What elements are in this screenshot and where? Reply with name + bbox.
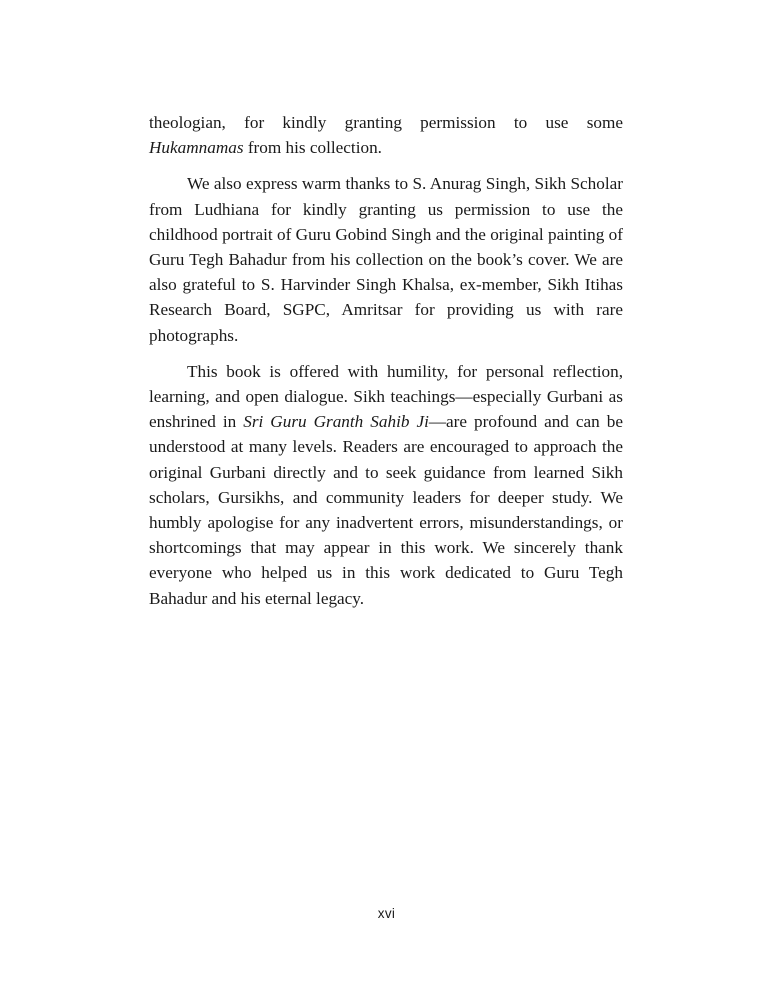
italic-title: Hukamnamas	[149, 138, 244, 158]
para-thanks: We also express warm thanks to S. Anurag Singh, Sikh Scholar from Ludhiana for kindly granting us permission to use the childhood portrait of Guru Gobind Singh and the original painting of Guru Tegh Bahadur from his collection on the book’s cover. We are also grateful to S. Harvinder Singh Khalsa, ex-member, Sikh Itihas Research Board, SGPC, Amritsar for providing us with rare photographs.	[149, 174, 623, 345]
italic-title: Sri Guru Granth Sahib Ji	[243, 412, 429, 432]
para-offering: This book is offered with humility, for personal reflection, learning, and open dialogue. Sikh teachings—especially Gurbani as enshrined in Sri Guru Granth Sahib Ji—are profound and can be understood at many levels. Readers are encouraged to approach the original Gurbani directly and to seek guidance from learned Sikh scholars, Gursikhs, and community leaders for deeper study. We humbly apologise for any inadvertent errors, misunderstandings, or shortcomings that may appear in this work. We sincerely thank everyone who helped us in this work dedicated to Guru Tegh Bahadur and his eternal legacy.	[149, 361, 623, 608]
para-theologian: theologian, for kindly granting permission to use some Hukamnamas from his collection.	[149, 113, 623, 158]
page-number: xvi	[377, 906, 396, 921]
body-text-column	[149, 110, 623, 611]
